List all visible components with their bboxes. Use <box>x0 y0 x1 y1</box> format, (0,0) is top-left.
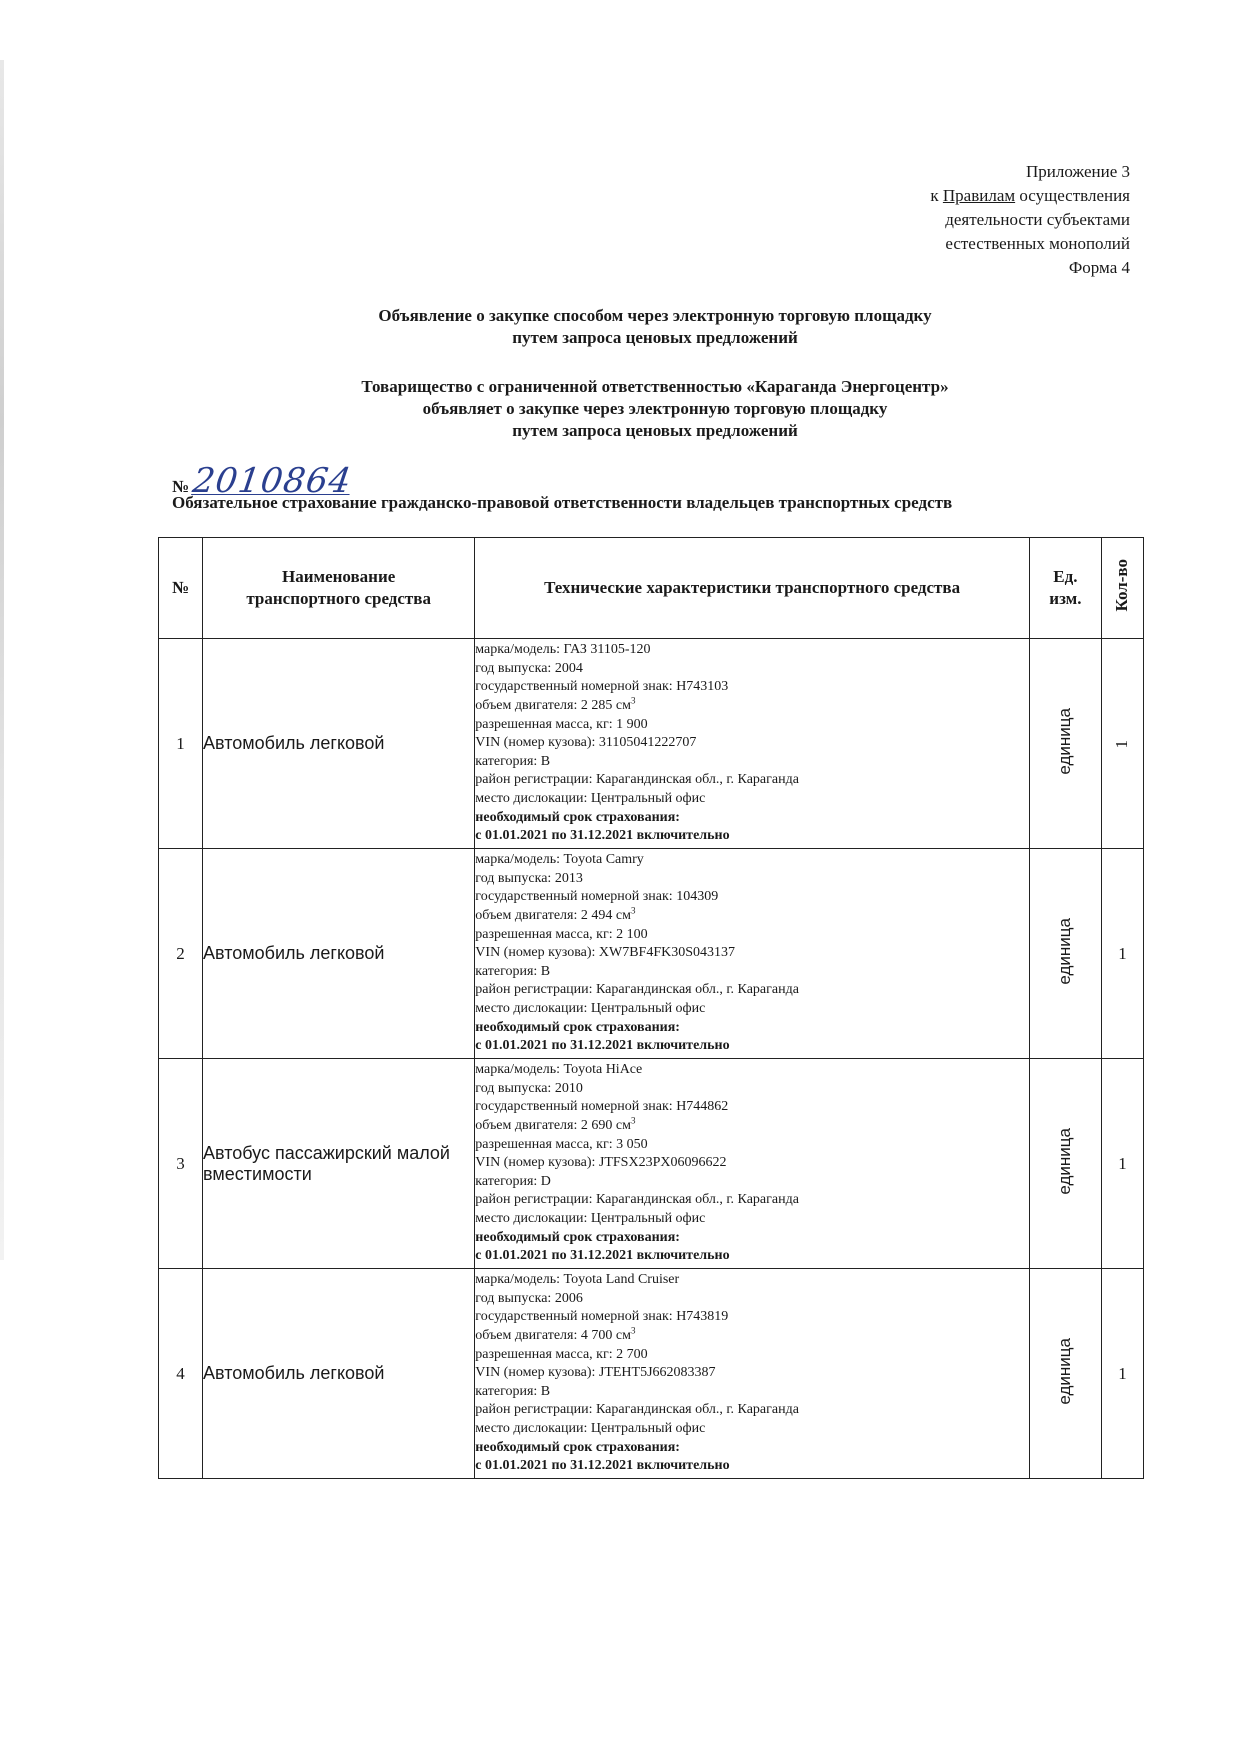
procurement-subject: Обязательное страхование гражданско-правовой ответственности владельцев транспортных средств <box>172 493 953 512</box>
appendix-reference <box>670 160 1130 280</box>
spec-term-label: необходимый срок страхования: <box>475 1019 680 1035</box>
spec-term: с 01.01.2021 по 31.12.2021 включительно <box>475 1038 730 1054</box>
spec-location: место дислокации: Центральный офис <box>475 1000 706 1016</box>
table-row <box>159 639 1144 849</box>
spec-vin: VIN (номер кузова): JTEHT5J662083387 <box>475 1365 716 1381</box>
quantity-value: 1 <box>1118 1153 1127 1173</box>
vehicle-name: Автомобиль легковой <box>203 849 475 1059</box>
header-qty-label: Кол-во <box>1112 558 1132 612</box>
spec-location: место дислокации: Центральный офис <box>475 1210 706 1226</box>
spec-region: район регистрации: Карагандинская обл., г. Караганда <box>475 1192 799 1208</box>
spec-term-label: необходимый срок страхования: <box>475 809 680 825</box>
spec-engine <box>475 697 1029 716</box>
appendix-line-3: деятельности субъектами <box>945 210 1130 229</box>
spec-category: категория: B <box>475 1383 551 1399</box>
header-unit: Ед. изм. <box>1029 538 1101 639</box>
spec-region: район регистрации: Карагандинская обл., г. Караганда <box>475 1402 799 1418</box>
spec-category: категория: B <box>475 753 551 769</box>
organization-line-3: путем запроса ценовых предложений <box>512 421 798 440</box>
quantity-cell <box>1101 639 1143 849</box>
spec-vin: VIN (номер кузова): XW7BF4FK30S043137 <box>475 945 736 961</box>
spec-model: марка/модель: Toyota Land Cruiser <box>475 1272 680 1288</box>
row-number: 1 <box>159 639 203 849</box>
spec-term: с 01.01.2021 по 31.12.2021 включительно <box>475 1248 730 1264</box>
vehicle-specs <box>475 639 1030 849</box>
scan-edge <box>0 60 4 1260</box>
organization-statement <box>160 376 1150 442</box>
form-number: Форма 4 <box>1068 258 1130 277</box>
spec-engine-unit-sup: 3 <box>630 905 636 916</box>
unit-cell <box>1029 849 1101 1059</box>
handwritten-number: 2010864 <box>190 461 355 501</box>
quantity-value: 1 <box>1118 1363 1127 1383</box>
spec-engine-value: объем двигателя: 2 285 см <box>475 698 631 714</box>
spec-plate: государственный номерной знак: 104309 <box>475 889 719 905</box>
spec-term: с 01.01.2021 по 31.12.2021 включительно <box>475 828 730 844</box>
spec-plate: государственный номерной знак: H743819 <box>475 1309 729 1325</box>
spec-year: год выпуска: 2013 <box>475 870 583 886</box>
spec-category: категория: B <box>475 963 551 979</box>
spec-year: год выпуска: 2004 <box>475 660 583 676</box>
vehicle-specs <box>475 1059 1030 1269</box>
spec-engine <box>475 1117 1029 1136</box>
quantity-value: 1 <box>1112 740 1132 749</box>
unit-cell <box>1029 1269 1101 1479</box>
appendix-line-1: Приложение 3 <box>1026 162 1130 181</box>
spec-mass: разрешенная масса, кг: 2 100 <box>475 926 648 942</box>
vehicle-name: Автомобиль легковой <box>203 1269 475 1479</box>
spec-engine <box>475 907 1029 926</box>
table-row <box>159 1059 1144 1269</box>
spec-engine-value: объем двигателя: 2 690 см <box>475 1118 631 1134</box>
quantity-cell <box>1101 849 1143 1059</box>
header-qty <box>1101 538 1143 639</box>
spec-region: район регистрации: Карагандинская обл., г. Караганда <box>475 772 799 788</box>
vehicle-specs <box>475 1269 1030 1479</box>
table-header-row <box>159 538 1144 639</box>
organization-line-1: Товарищество с ограниченной ответственностью «Караганда Энергоцентр» <box>361 377 949 396</box>
appendix-line-4: естественных монополий <box>945 234 1130 253</box>
rules-link[interactable]: Правилам <box>942 186 1016 205</box>
spec-term-label: необходимый срок страхования: <box>475 1439 680 1455</box>
vehicle-name: Автобус пассажирский малой вместимости <box>203 1059 475 1269</box>
spec-region: район регистрации: Карагандинская обл., г. Караганда <box>475 982 799 998</box>
table-row <box>159 1269 1144 1479</box>
announcement-title-line-1: Объявление о закупке способом через электронную торговую площадку <box>378 306 932 325</box>
spec-mass: разрешенная масса, кг: 3 050 <box>475 1136 648 1152</box>
unit-cell <box>1029 1059 1101 1269</box>
unit-label: единица <box>1055 1337 1075 1405</box>
spec-location: место дислокации: Центральный офис <box>475 790 706 806</box>
unit-label: единица <box>1055 917 1075 985</box>
spec-plate: государственный номерной знак: H744862 <box>475 1099 729 1115</box>
row-number: 2 <box>159 849 203 1059</box>
unit-label: единица <box>1055 1127 1075 1195</box>
appendix-line-2 <box>670 184 1130 208</box>
quantity-value: 1 <box>1118 943 1127 963</box>
row-number: 3 <box>159 1059 203 1269</box>
spec-model: марка/модель: Toyota HiAce <box>475 1062 643 1078</box>
quantity-cell <box>1101 1269 1143 1479</box>
quantity-cell <box>1101 1059 1143 1269</box>
vehicles-table <box>158 537 1144 1479</box>
vehicle-name: Автомобиль легковой <box>203 639 475 849</box>
spec-engine-value: объем двигателя: 4 700 см <box>475 1328 631 1344</box>
spec-term-label: необходимый срок страхования: <box>475 1229 680 1245</box>
spec-location: место дислокации: Центральный офис <box>475 1420 706 1436</box>
announcement-title <box>160 305 1150 349</box>
number-sign: № <box>172 477 190 496</box>
unit-cell <box>1029 639 1101 849</box>
header-name: Наименование транспортного средства <box>203 538 475 639</box>
spec-term: с 01.01.2021 по 31.12.2021 включительно <box>475 1458 730 1474</box>
spec-mass: разрешенная масса, кг: 1 900 <box>475 716 648 732</box>
spec-model: марка/модель: ГАЗ 31105-120 <box>475 642 651 658</box>
header-spec: Технические характеристики транспортного средства <box>475 538 1030 639</box>
header-no: № <box>159 538 203 639</box>
spec-engine-value: объем двигателя: 2 494 см <box>475 908 631 924</box>
appendix-line-2-suffix: осуществления <box>1015 186 1130 205</box>
spec-vin: VIN (номер кузова): 31105041222707 <box>475 735 697 751</box>
spec-engine-unit-sup: 3 <box>630 1325 636 1336</box>
table-row <box>159 849 1144 1059</box>
spec-mass: разрешенная масса, кг: 2 700 <box>475 1346 648 1362</box>
spec-year: год выпуска: 2006 <box>475 1290 583 1306</box>
spec-plate: государственный номерной знак: H743103 <box>475 679 729 695</box>
spec-engine-unit-sup: 3 <box>630 1115 636 1126</box>
announcement-title-line-2: путем запроса ценовых предложений <box>512 328 798 347</box>
row-number: 4 <box>159 1269 203 1479</box>
unit-label: единица <box>1055 707 1075 775</box>
spec-engine <box>475 1327 1029 1346</box>
organization-line-2: объявляет о закупке через электронную торговую площадку <box>422 399 888 418</box>
spec-vin: VIN (номер кузова): JTFSX23PX06096622 <box>475 1155 727 1171</box>
vehicle-specs <box>475 849 1030 1059</box>
spec-engine-unit-sup: 3 <box>630 695 636 706</box>
spec-model: марка/модель: Toyota Camry <box>475 852 644 868</box>
spec-year: год выпуска: 2010 <box>475 1080 583 1096</box>
spec-category: категория: D <box>475 1173 551 1189</box>
appendix-line-2-prefix: к <box>930 186 943 205</box>
